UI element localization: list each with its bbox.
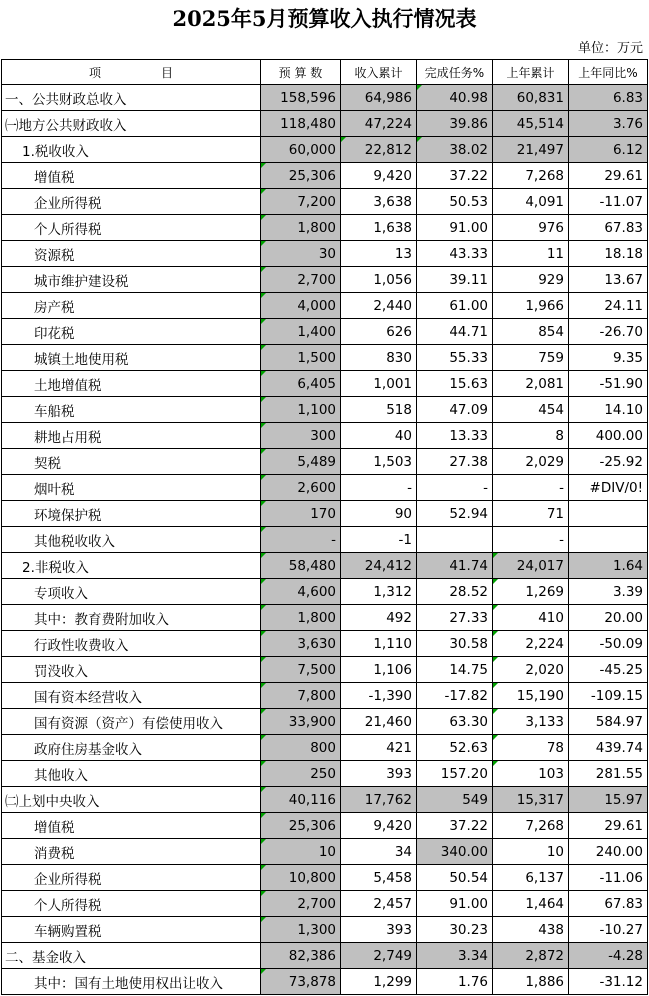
yoy-cell[interactable]: 584.97 — [569, 709, 648, 735]
completion-cell[interactable]: 39.11 — [417, 267, 493, 293]
item-name-cell[interactable]: 企业所得税 — [2, 865, 261, 891]
table-row — [2, 527, 648, 553]
table-row — [2, 111, 648, 137]
item-name-cell[interactable]: 其他税收收入 — [2, 527, 261, 553]
cumulative-cell[interactable]: -1 — [341, 527, 417, 553]
cumulative-cell[interactable]: 9,420 — [341, 813, 417, 839]
last-year-cell[interactable]: 60,831 — [493, 85, 569, 111]
completion-cell[interactable]: -17.82 — [417, 683, 493, 709]
cumulative-cell[interactable]: 1,110 — [341, 631, 417, 657]
item-name-cell[interactable]: 二、基金收入 — [2, 943, 261, 969]
cumulative-cell[interactable]: 1,001 — [341, 371, 417, 397]
last-year-cell[interactable]: 3,133 — [493, 709, 569, 735]
yoy-cell[interactable]: -26.70 — [569, 319, 648, 345]
completion-cell[interactable]: 43.33 — [417, 241, 493, 267]
item-name-cell[interactable]: 政府住房基金收入 — [2, 735, 261, 761]
table-row — [2, 605, 648, 631]
table-row — [2, 917, 648, 943]
last-year-cell[interactable]: 45,514 — [493, 111, 569, 137]
last-year-cell[interactable]: 6,137 — [493, 865, 569, 891]
yoy-cell[interactable]: 18.18 — [569, 241, 648, 267]
table-row — [2, 891, 648, 917]
cumulative-cell[interactable]: 21,460 — [341, 709, 417, 735]
table-row — [2, 137, 648, 163]
table-row — [2, 501, 648, 527]
item-name-cell[interactable]: 其他收入 — [2, 761, 261, 787]
item-name-cell[interactable]: 土地增值税 — [2, 371, 261, 397]
last-year-cell[interactable]: 4,091 — [493, 189, 569, 215]
budget-cell[interactable]: 800 — [261, 735, 341, 761]
budget-cell[interactable]: 10 — [261, 839, 341, 865]
cumulative-cell[interactable]: 34 — [341, 839, 417, 865]
completion-cell[interactable]: 61.00 — [417, 293, 493, 319]
last-year-cell[interactable]: 2,020 — [493, 657, 569, 683]
last-year-cell[interactable]: 2,081 — [493, 371, 569, 397]
budget-cell[interactable]: 25,306 — [261, 813, 341, 839]
last-year-cell[interactable]: 8 — [493, 423, 569, 449]
completion-cell[interactable]: 50.54 — [417, 865, 493, 891]
table-row — [2, 709, 648, 735]
budget-cell[interactable]: 250 — [261, 761, 341, 787]
yoy-cell[interactable]: -25.92 — [569, 449, 648, 475]
cumulative-cell[interactable]: 64,986 — [341, 85, 417, 111]
completion-cell[interactable]: 63.30 — [417, 709, 493, 735]
item-name-cell[interactable]: 增值税 — [2, 163, 261, 189]
cumulative-cell[interactable]: 2,440 — [341, 293, 417, 319]
budget-cell[interactable]: 170 — [261, 501, 341, 527]
completion-cell[interactable]: 28.52 — [417, 579, 493, 605]
budget-table-body — [2, 60, 648, 995]
table-row — [2, 553, 648, 579]
completion-cell[interactable]: 52.63 — [417, 735, 493, 761]
item-name-cell[interactable]: 专项收入 — [2, 579, 261, 605]
item-name-cell[interactable]: 罚没收入 — [2, 657, 261, 683]
last-year-cell[interactable]: 15,317 — [493, 787, 569, 813]
yoy-cell[interactable]: -11.07 — [569, 189, 648, 215]
header-cumulative[interactable]: 收入累计 — [341, 60, 417, 85]
table-row — [2, 839, 648, 865]
completion-cell[interactable]: 15.63 — [417, 371, 493, 397]
yoy-cell[interactable]: 24.11 — [569, 293, 648, 319]
item-name-cell[interactable]: 消费税 — [2, 839, 261, 865]
budget-cell[interactable]: 5,489 — [261, 449, 341, 475]
budget-cell[interactable]: 82,386 — [261, 943, 341, 969]
last-year-cell[interactable]: 103 — [493, 761, 569, 787]
budget-cell[interactable]: 7,800 — [261, 683, 341, 709]
item-name-cell[interactable]: 资源税 — [2, 241, 261, 267]
cumulative-cell[interactable]: 1,056 — [341, 267, 417, 293]
header-yoy[interactable]: 上年同比% — [569, 60, 648, 85]
completion-cell[interactable]: - — [417, 475, 493, 501]
table-row — [2, 631, 648, 657]
yoy-cell[interactable]: 14.10 — [569, 397, 648, 423]
completion-cell[interactable]: 27.33 — [417, 605, 493, 631]
cumulative-cell[interactable]: 2,457 — [341, 891, 417, 917]
last-year-cell[interactable]: 2,872 — [493, 943, 569, 969]
cumulative-cell[interactable]: 9,420 — [341, 163, 417, 189]
cumulative-cell[interactable]: 830 — [341, 345, 417, 371]
yoy-cell[interactable] — [569, 501, 648, 527]
last-year-cell[interactable]: 1,464 — [493, 891, 569, 917]
budget-cell[interactable]: 10,800 — [261, 865, 341, 891]
table-row — [2, 787, 648, 813]
cumulative-cell[interactable]: 90 — [341, 501, 417, 527]
table-row — [2, 267, 648, 293]
cumulative-cell[interactable]: 421 — [341, 735, 417, 761]
header-last-year[interactable]: 上年累计 — [493, 60, 569, 85]
budget-cell[interactable]: 7,500 — [261, 657, 341, 683]
last-year-cell[interactable]: 454 — [493, 397, 569, 423]
yoy-cell[interactable]: -45.25 — [569, 657, 648, 683]
cumulative-cell[interactable]: 1,312 — [341, 579, 417, 605]
last-year-cell[interactable]: 1,269 — [493, 579, 569, 605]
completion-cell[interactable]: 55.33 — [417, 345, 493, 371]
last-year-cell[interactable]: 1,966 — [493, 293, 569, 319]
item-name-cell[interactable]: 行政性收费收入 — [2, 631, 261, 657]
cumulative-cell[interactable]: 2,749 — [341, 943, 417, 969]
item-name-cell[interactable]: 2.非税收入 — [2, 553, 261, 579]
cumulative-cell[interactable]: 17,762 — [341, 787, 417, 813]
table-row — [2, 371, 648, 397]
table-row — [2, 865, 648, 891]
last-year-cell[interactable]: 71 — [493, 501, 569, 527]
item-name-cell[interactable]: 1.税收收入 — [2, 137, 261, 163]
completion-cell[interactable]: 14.75 — [417, 657, 493, 683]
table-row — [2, 215, 648, 241]
item-name-cell[interactable]: ㈠地方公共财政收入 — [2, 111, 261, 137]
budget-cell[interactable]: 2,600 — [261, 475, 341, 501]
yoy-cell[interactable]: 400.00 — [569, 423, 648, 449]
budget-cell[interactable]: 1,400 — [261, 319, 341, 345]
last-year-cell[interactable]: 15,190 — [493, 683, 569, 709]
yoy-cell[interactable]: 439.74 — [569, 735, 648, 761]
completion-cell[interactable]: 30.23 — [417, 917, 493, 943]
cumulative-cell[interactable]: 393 — [341, 761, 417, 787]
last-year-cell[interactable]: 929 — [493, 267, 569, 293]
cumulative-cell[interactable]: 13 — [341, 241, 417, 267]
item-name-cell[interactable]: 个人所得税 — [2, 891, 261, 917]
last-year-cell[interactable]: 759 — [493, 345, 569, 371]
yoy-cell[interactable] — [569, 527, 648, 553]
budget-cell[interactable]: 58,480 — [261, 553, 341, 579]
yoy-cell[interactable]: -4.28 — [569, 943, 648, 969]
completion-cell[interactable]: 37.22 — [417, 813, 493, 839]
table-row — [2, 241, 648, 267]
item-name-cell[interactable]: 印花税 — [2, 319, 261, 345]
last-year-cell[interactable]: 410 — [493, 605, 569, 631]
last-year-cell[interactable]: - — [493, 527, 569, 553]
completion-cell[interactable]: 3.34 — [417, 943, 493, 969]
yoy-cell[interactable]: -109.15 — [569, 683, 648, 709]
budget-cell[interactable]: 4,600 — [261, 579, 341, 605]
item-name-cell[interactable]: 烟叶税 — [2, 475, 261, 501]
cumulative-cell[interactable]: 3,638 — [341, 189, 417, 215]
table-row — [2, 345, 648, 371]
last-year-cell[interactable]: - — [493, 475, 569, 501]
budget-cell[interactable]: 40,116 — [261, 787, 341, 813]
last-year-cell[interactable]: 11 — [493, 241, 569, 267]
cumulative-cell[interactable]: 1,638 — [341, 215, 417, 241]
last-year-cell[interactable]: 438 — [493, 917, 569, 943]
item-name-cell[interactable]: 一、公共财政总收入 — [2, 85, 261, 111]
budget-table — [1, 59, 648, 995]
cumulative-cell[interactable]: 5,458 — [341, 865, 417, 891]
yoy-cell[interactable]: #DIV/0! — [569, 475, 648, 501]
completion-cell[interactable]: 157.20 — [417, 761, 493, 787]
cumulative-cell[interactable]: 518 — [341, 397, 417, 423]
completion-cell[interactable]: 340.00 — [417, 839, 493, 865]
item-name-cell[interactable]: 车船税 — [2, 397, 261, 423]
header-completion[interactable]: 完成任务% — [417, 60, 493, 85]
yoy-cell[interactable]: 3.76 — [569, 111, 648, 137]
completion-cell[interactable]: 47.09 — [417, 397, 493, 423]
last-year-cell[interactable]: 24,017 — [493, 553, 569, 579]
item-name-cell[interactable]: 国有资源（资产）有偿使用收入 — [2, 709, 261, 735]
yoy-cell[interactable]: 3.39 — [569, 579, 648, 605]
last-year-cell[interactable]: 1,886 — [493, 969, 569, 995]
budget-cell[interactable]: 1,800 — [261, 215, 341, 241]
budget-cell[interactable]: 4,000 — [261, 293, 341, 319]
cumulative-cell[interactable]: 24,412 — [341, 553, 417, 579]
table-row — [2, 319, 648, 345]
completion-cell[interactable]: 37.22 — [417, 163, 493, 189]
item-name-cell[interactable]: 房产税 — [2, 293, 261, 319]
sheet-title: 2025年5月预算收入执行情况表 — [172, 6, 477, 31]
item-name-cell[interactable]: 其中：国有土地使用权出让收入 — [2, 969, 261, 995]
cumulative-cell[interactable]: 393 — [341, 917, 417, 943]
table-row — [2, 683, 648, 709]
last-year-cell[interactable]: 78 — [493, 735, 569, 761]
table-row — [2, 423, 648, 449]
item-name-cell[interactable]: 耕地占用税 — [2, 423, 261, 449]
cumulative-cell[interactable]: 40 — [341, 423, 417, 449]
yoy-cell[interactable]: 6.83 — [569, 85, 648, 111]
completion-cell[interactable]: 50.53 — [417, 189, 493, 215]
budget-cell[interactable]: 60,000 — [261, 137, 341, 163]
last-year-cell[interactable]: 10 — [493, 839, 569, 865]
last-year-cell[interactable]: 7,268 — [493, 163, 569, 189]
yoy-cell[interactable]: 9.35 — [569, 345, 648, 371]
item-name-cell[interactable]: 契税 — [2, 449, 261, 475]
item-name-cell[interactable]: 国有资本经营收入 — [2, 683, 261, 709]
budget-cell[interactable]: 1,100 — [261, 397, 341, 423]
cumulative-cell[interactable]: - — [341, 475, 417, 501]
yoy-cell[interactable]: -51.90 — [569, 371, 648, 397]
unit-label: 单位：万元 — [577, 41, 643, 56]
budget-cell[interactable]: 2,700 — [261, 891, 341, 917]
table-row — [2, 475, 648, 501]
budget-cell[interactable]: 30 — [261, 241, 341, 267]
budget-cell[interactable]: 1,800 — [261, 605, 341, 631]
header-item[interactable]: 项 目 — [2, 60, 261, 85]
yoy-cell[interactable]: 6.12 — [569, 137, 648, 163]
last-year-cell[interactable]: 7,268 — [493, 813, 569, 839]
table-row — [2, 163, 648, 189]
completion-cell[interactable]: 27.38 — [417, 449, 493, 475]
cumulative-cell[interactable]: -1,390 — [341, 683, 417, 709]
item-name-cell[interactable]: 车辆购置税 — [2, 917, 261, 943]
cumulative-cell[interactable]: 1,106 — [341, 657, 417, 683]
item-name-cell[interactable]: 增值税 — [2, 813, 261, 839]
table-row — [2, 85, 648, 111]
item-name-cell[interactable]: 企业所得税 — [2, 189, 261, 215]
yoy-cell[interactable]: 29.61 — [569, 813, 648, 839]
cumulative-cell[interactable]: 1,299 — [341, 969, 417, 995]
yoy-cell[interactable]: 281.55 — [569, 761, 648, 787]
budget-cell[interactable]: 1,500 — [261, 345, 341, 371]
item-name-cell[interactable]: 其中：教育费附加收入 — [2, 605, 261, 631]
completion-cell[interactable]: 38.02 — [417, 137, 493, 163]
yoy-cell[interactable]: -10.27 — [569, 917, 648, 943]
cumulative-cell[interactable]: 1,503 — [341, 449, 417, 475]
budget-cell[interactable]: 3,630 — [261, 631, 341, 657]
completion-cell[interactable] — [417, 527, 493, 553]
budget-cell[interactable]: 6,405 — [261, 371, 341, 397]
cumulative-cell[interactable]: 492 — [341, 605, 417, 631]
budget-cell[interactable]: 7,200 — [261, 189, 341, 215]
completion-cell[interactable]: 91.00 — [417, 891, 493, 917]
header-budget[interactable]: 预 算 数 — [261, 60, 341, 85]
yoy-cell[interactable]: -11.06 — [569, 865, 648, 891]
budget-cell[interactable]: 2,700 — [261, 267, 341, 293]
last-year-cell[interactable]: 21,497 — [493, 137, 569, 163]
yoy-cell[interactable]: 1.64 — [569, 553, 648, 579]
completion-cell[interactable]: 52.94 — [417, 501, 493, 527]
item-name-cell[interactable]: 环境保护税 — [2, 501, 261, 527]
header-row — [2, 60, 648, 85]
completion-cell[interactable]: 41.74 — [417, 553, 493, 579]
table-row — [2, 397, 648, 423]
table-row — [2, 293, 648, 319]
completion-cell[interactable]: 30.58 — [417, 631, 493, 657]
table-row — [2, 969, 648, 995]
completion-cell[interactable]: 40.98 — [417, 85, 493, 111]
completion-cell[interactable]: 91.00 — [417, 215, 493, 241]
yoy-cell[interactable]: 240.00 — [569, 839, 648, 865]
last-year-cell[interactable]: 976 — [493, 215, 569, 241]
last-year-cell[interactable]: 2,224 — [493, 631, 569, 657]
budget-cell[interactable]: 1,300 — [261, 917, 341, 943]
item-name-cell[interactable]: 城镇土地使用税 — [2, 345, 261, 371]
completion-cell[interactable]: 39.86 — [417, 111, 493, 137]
completion-cell[interactable]: 549 — [417, 787, 493, 813]
last-year-cell[interactable]: 854 — [493, 319, 569, 345]
item-name-cell[interactable]: 个人所得税 — [2, 215, 261, 241]
yoy-cell[interactable]: 29.61 — [569, 163, 648, 189]
table-row — [2, 813, 648, 839]
table-row — [2, 735, 648, 761]
table-row — [2, 761, 648, 787]
table-row — [2, 579, 648, 605]
last-year-cell[interactable]: 2,029 — [493, 449, 569, 475]
item-name-cell[interactable]: 城市维护建设税 — [2, 267, 261, 293]
cumulative-cell[interactable]: 47,224 — [341, 111, 417, 137]
budget-cell[interactable]: 300 — [261, 423, 341, 449]
budget-cell[interactable]: 33,900 — [261, 709, 341, 735]
cumulative-cell[interactable]: 22,812 — [341, 137, 417, 163]
table-row — [2, 449, 648, 475]
yoy-cell[interactable]: -31.12 — [569, 969, 648, 995]
yoy-cell[interactable]: 67.83 — [569, 891, 648, 917]
cumulative-cell[interactable]: 626 — [341, 319, 417, 345]
yoy-cell[interactable]: -50.09 — [569, 631, 648, 657]
item-name-cell[interactable]: ㈡上划中央收入 — [2, 787, 261, 813]
budget-cell[interactable]: - — [261, 527, 341, 553]
completion-cell[interactable]: 44.71 — [417, 319, 493, 345]
budget-cell[interactable]: 158,596 — [261, 85, 341, 111]
completion-cell[interactable]: 1.76 — [417, 969, 493, 995]
yoy-cell[interactable]: 67.83 — [569, 215, 648, 241]
budget-cell[interactable]: 25,306 — [261, 163, 341, 189]
table-row — [2, 943, 648, 969]
budget-cell[interactable]: 73,878 — [261, 969, 341, 995]
yoy-cell[interactable]: 20.00 — [569, 605, 648, 631]
table-row — [2, 189, 648, 215]
yoy-cell[interactable]: 13.67 — [569, 267, 648, 293]
yoy-cell[interactable]: 15.97 — [569, 787, 648, 813]
table-row — [2, 657, 648, 683]
budget-cell[interactable]: 118,480 — [261, 111, 341, 137]
completion-cell[interactable]: 13.33 — [417, 423, 493, 449]
